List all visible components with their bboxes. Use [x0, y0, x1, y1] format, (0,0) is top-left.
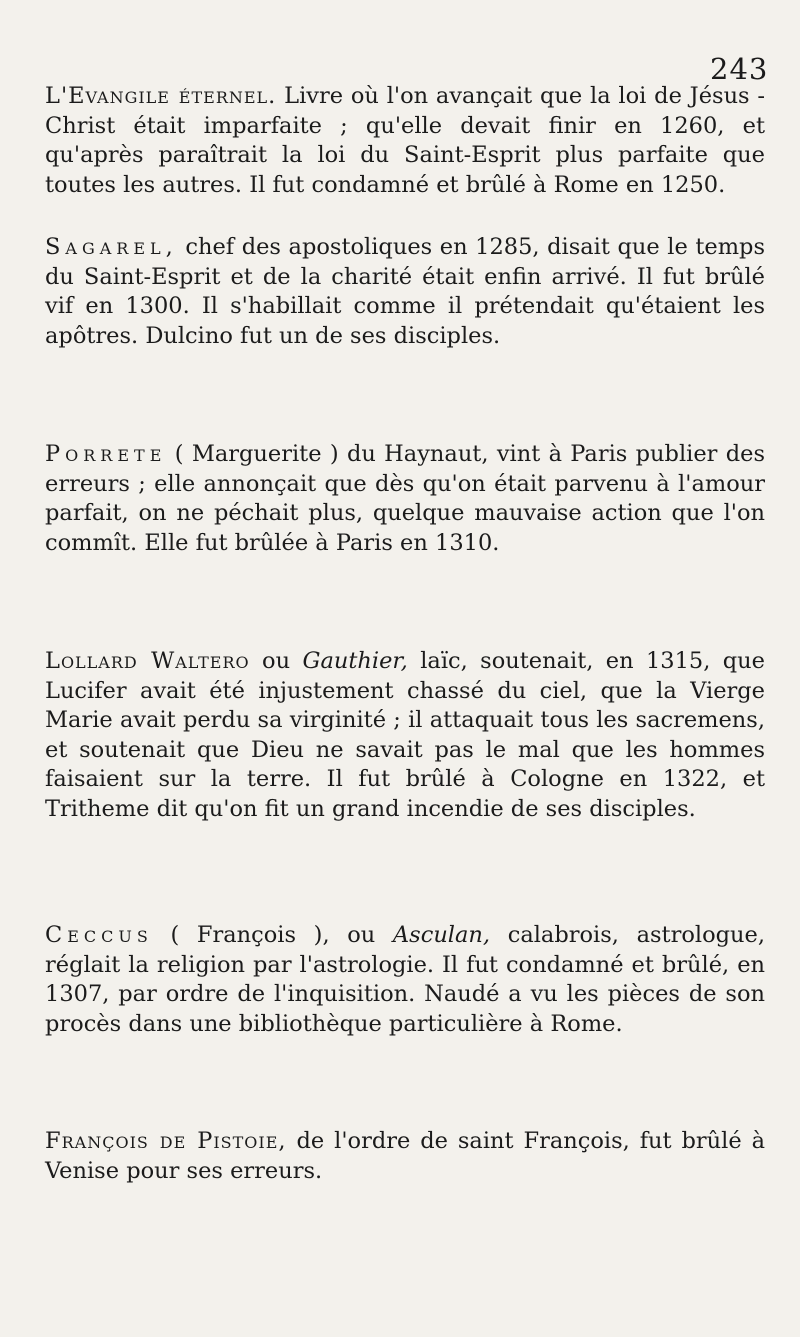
entry-heading: Sagarel,: [45, 234, 178, 260]
entry-evangile-eternel: [45, 82, 765, 200]
entry-lollard-waltero: [45, 647, 765, 825]
entry-text: ( Marguerite ) du Haynaut, vint à Paris publier des erreurs ; elle annonçait que dès qu'on était parvenu à l'amour parfait, on ne péchait plus, quelque mauvaise action que l'on commît. Elle fut brûlée à Paris en 1310.: [45, 441, 765, 556]
entry-ceccus: [45, 921, 765, 1039]
entry-text: laïc, soutenait, en 1315, que Lucifer avait été injustement chassé du ciel, que la Vierge Marie avait perdu sa virginité ; il attaquait tous les sacremens, et soutenait que Dieu ne savait pas le mal que les hommes faisaient sur la terre. Il fut brûlé à Cologne en 1322, et Tritheme dit qu'on fit un grand incendie de ses disciples.: [45, 648, 765, 822]
entry-alias: Gauthier,: [302, 648, 408, 674]
entry-text: calabrois, astrologue, réglait la religion par l'astrologie. Il fut condamné et brûlé, en 1307, par ordre de l'inquisition. Naudé a vu les pièces de son procès dans une bibliothèque particulière à Rome.: [45, 922, 765, 1037]
entry-heading: Ceccus: [45, 922, 153, 948]
entry-alias: Asculan,: [392, 922, 491, 948]
entry-heading: L'Evangile éternel.: [45, 83, 277, 109]
entry-porrete: [45, 440, 765, 558]
entry-heading: Lollard Waltero: [45, 648, 250, 674]
page-number: 243: [710, 52, 769, 86]
entry-francois-de-pistoie: [45, 1127, 765, 1186]
entry-connector: ( François ), ou: [170, 922, 376, 948]
entry-connector: ou: [262, 648, 291, 674]
entry-heading: François de Pistoie,: [45, 1128, 287, 1154]
entry-text: de l'ordre de saint François, fut brûlé à Venise pour ses erreurs.: [45, 1128, 766, 1184]
entry-text: Livre où l'on avançait que la loi de Jésus - Christ était imparfaite ; qu'elle devait finir en 1260, et qu'après paraîtrait la loi du Saint-Esprit plus parfaite que toutes les autres. Il fut condamné et brûlé à Rome en 1250.: [45, 83, 766, 198]
entry-text: chef des apostoliques en 1285, disait que le temps du Saint-Esprit et de la charité était enfin arrivé. Il fut brûlé vif en 1300. Il s'habillait comme il prétendait qu'étaient les apôtres. Dulcino fut un de ses disciples.: [45, 234, 765, 349]
entry-heading: Porrete: [45, 441, 167, 467]
entry-sagarel: [45, 233, 765, 351]
